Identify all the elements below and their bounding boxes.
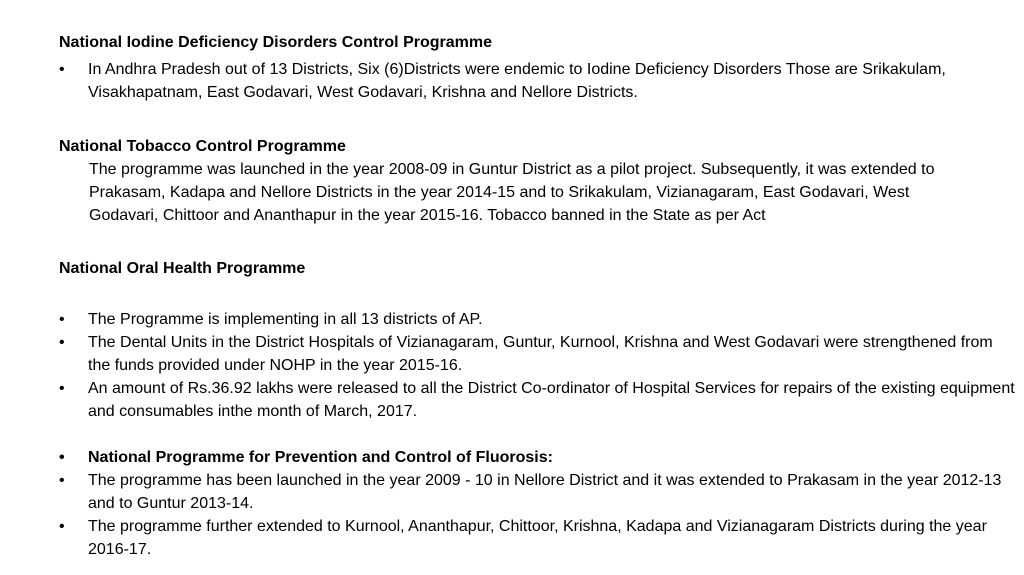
fluorosis-heading-bullet (59, 446, 1019, 469)
oral-bullet-3-text: An amount of Rs.36.92 lakhs were released to all the District Co-ordinator of Hospital Services for repairs of the existing equipment and consumables inthe month of March, 2017. (88, 380, 1015, 420)
fluorosis-bullet-2-text: The programme further extended to Kurnool, Ananthapur, Chittoor, Krishna, Kadapa and Vizianagaram Districts during the year 2016-17. (88, 518, 987, 558)
iodine-bullet-text: In Andhra Pradesh out of 13 Districts, Six (6)Districts were endemic to Iodine Deficiency Disorders Those are Srikakulam, Visakhapatnam, East Godavari, West Godavari, Krishna and Nellore Districts. (88, 61, 946, 101)
bullet-marker: • (59, 518, 65, 535)
bullet-marker: • (59, 472, 65, 489)
bullet-marker: • (59, 449, 65, 466)
tobacco-heading: National Tobacco Control Programme (59, 138, 346, 155)
bullet-marker: • (59, 61, 65, 78)
iodine-bullet (59, 58, 1019, 104)
oral-bullet-2 (59, 331, 1019, 377)
oral-bullet-3 (59, 377, 1019, 423)
oral-bullet-1-text: The Programme is implementing in all 13 districts of AP. (88, 311, 483, 328)
oral-bullet-2-text: The Dental Units in the District Hospitals of Vizianagaram, Guntur, Kurnool, Krishna and West Godavari were strengthened from the funds provided under NOHP in the year 2015-16. (88, 334, 993, 374)
tobacco-body: The programme was launched in the year 2008-09 in Guntur District as a pilot project. Subsequently, it was extended to Prakasam, Kadapa and Nellore Districts in the year 2014-15 and to Srikakulam, Vizianagaram, East Godavari, West Godavari, Chittoor and Ananthapur in the year 2015-16. Tobacco banned in the State as per Act (89, 161, 935, 224)
bullet-marker: • (59, 334, 65, 351)
bullet-marker: • (59, 311, 65, 328)
oral-bullet-1 (59, 308, 1019, 331)
oral-heading: National Oral Health Programme (59, 260, 306, 277)
fluorosis-bullet-2 (59, 515, 1019, 561)
fluorosis-bullet-1-text: The programme has been launched in the year 2009 - 10 in Nellore District and it was extended to Prakasam in the year 2012-13 and to Guntur 2013-14. (88, 472, 1002, 512)
bullet-marker: • (59, 380, 65, 397)
fluorosis-bullet-1 (59, 469, 1019, 515)
fluorosis-heading: National Programme for Prevention and Control of Fluorosis: (88, 449, 553, 466)
iodine-heading: National Iodine Deficiency Disorders Control Programme (59, 34, 492, 51)
